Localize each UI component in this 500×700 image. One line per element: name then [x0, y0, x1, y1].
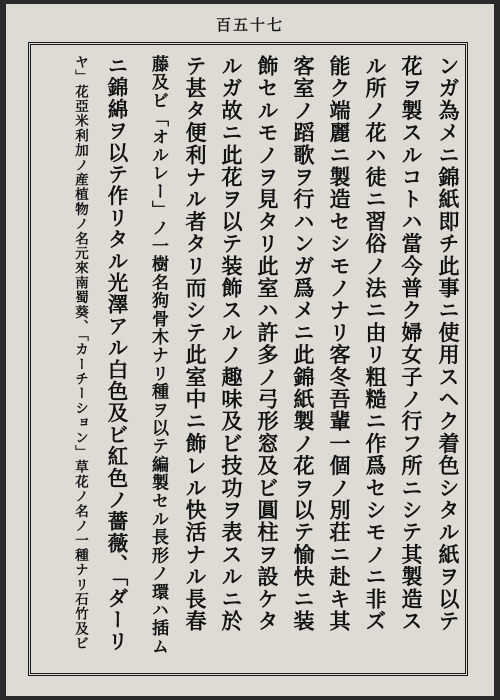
- page-number: 百五十七: [215, 16, 284, 34]
- text-frame: [28, 42, 468, 676]
- text-column: ル所ノ花ハ徒ニ習俗ノ法ニ由リ粗糙ニ作爲セシモノニ非ズ: [363, 55, 388, 633]
- text-column: 能ク端麗ニ製造セシモノナリ客冬吾輩一個ノ別荘ニ赴キ其: [327, 55, 352, 633]
- text-column: ンガ為メニ錦紙即チ此事ニ使用スヘク着色シタル紙ヲ以テ: [436, 55, 461, 633]
- text-column: ニ錦綿ヲ以テ作リタル光澤アル白色及ビ紅色ノ薔薇、「ダーリ: [104, 55, 128, 653]
- text-column: テ甚タ便利ナル者タリ而シテ此室中ニ飾レル快活ナル長春: [183, 55, 208, 633]
- text-column: 花ヲ製スルコトハ當今普ク婦女子ノ行フ所ニシテ其製造ス: [399, 55, 424, 633]
- text-column: ルガ故ニ此花ヲ以テ装飾スルノ趣味及ビ技功ヲ表スルニ於: [219, 55, 244, 633]
- text-column: ヤ」花亞米利加ノ産植物ノ名元來南蜀葵、「カーチーション」草花ノ名ノ一種ナリ石竹及ビ: [72, 55, 88, 651]
- text-column: 客室ノ蹈歌ヲ行ハンガ爲メニ此錦紙製ノ花ヲ以テ愉快ニ装: [291, 55, 316, 633]
- text-column: 藤及ビ「オルレー」ノ一樹名狗骨木ナリ種ヲ以テ編製セル長形ノ環ハ插ム: [148, 55, 168, 656]
- text-column: 飾セルモノヲ見タリ此室ハ許多ノ弓形窓及ビ圓柱ヲ設ケタ: [255, 55, 280, 633]
- book-page: [6, 4, 494, 696]
